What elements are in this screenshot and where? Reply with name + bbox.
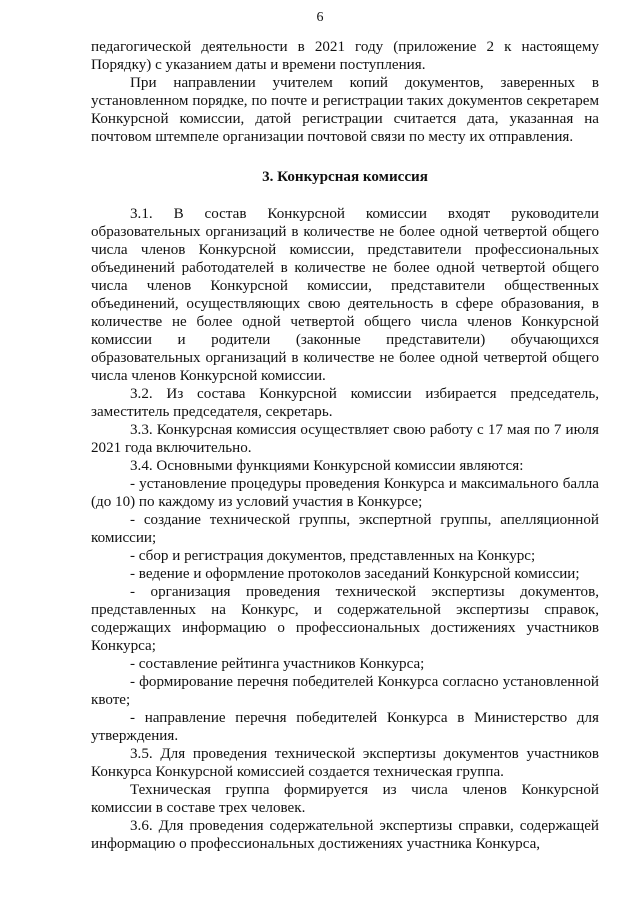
paragraph-3-6: 3.6. Для проведения содержательной экспертизы справки, содержащей информацию о профессиональных достижениях участника Конкурса, [91,818,599,852]
list-item: - организация проведения технической экспертизы документов, представленных на Конкурс, и содержательной экспертизы справок, содержащих информацию о профессиональных достижениях участников Конкурса; [91,584,599,654]
list-item: - формирование перечня победителей Конкурса согласно установленной квоте; [91,674,599,708]
document-body [91,38,599,853]
paragraph-3-3: 3.3. Конкурсная комиссия осуществляет свою работу с 17 мая по 7 июля 2021 года включительно. [91,422,599,456]
paragraph: Техническая группа формируется из числа членов Конкурсной комиссии в составе трех человек. [91,782,599,816]
list-item: - сбор и регистрация документов, представленных на Конкурс; [130,548,536,564]
paragraph-3-1: 3.1. В состав Конкурсной комиссии входят руководители образовательных организаций в количестве не более одной четвертой общего числа членов Конкурсной комиссии, представители профессиональных объединений работодателей в количестве не более одной четвертой общего числа членов Конкурсной комиссии, представители общественных объединений, осуществляющих свою деятельность в сфере образования, в количестве не более одной четвертой общего числа членов Конкурсной комиссии и родители (законные представители) обучающихся образовательных организаций в количестве не более одной четвертой общего числа членов Конкурсной комиссии. [91,206,599,384]
list-item: - установление процедуры проведения Конкурса и максимального балла (до 10) по каждому из условий участия в Конкурсе; [91,476,599,510]
list-item: - создание технической группы, экспертной группы, апелляционной комиссии; [91,512,599,546]
page-number: 6 [316,10,324,25]
paragraph-3-5: 3.5. Для проведения технической экспертизы документов участников Конкурса Конкурсной комиссией создается техническая группа. [91,746,599,780]
paragraph-3-2: 3.2. Из состава Конкурсной комиссии избирается председатель, заместитель председателя, секретарь. [91,386,599,420]
paragraph: педагогической деятельности в 2021 году (приложение 2 к настоящему Порядку) с указанием даты и времени поступления. [91,39,599,73]
list-item: - ведение и оформление протоколов заседаний Конкурсной комиссии; [130,566,580,582]
paragraph-3-4: 3.4. Основными функциями Конкурсной комиссии являются: [130,458,524,474]
section-heading: 3. Конкурсная комиссия [262,169,428,185]
list-item: - составление рейтинга участников Конкурса; [130,656,425,672]
paragraph: При направлении учителем копий документов, заверенных в установленном порядке, по почте и регистрации таких документов секретарем Конкурсной комиссии, датой регистрации считается дата, указанная на почтовом штемпеле организации почтовой связи по месту их отправления. [91,75,599,145]
list-item: - направление перечня победителей Конкурса в Министерство для утверждения. [91,710,599,744]
